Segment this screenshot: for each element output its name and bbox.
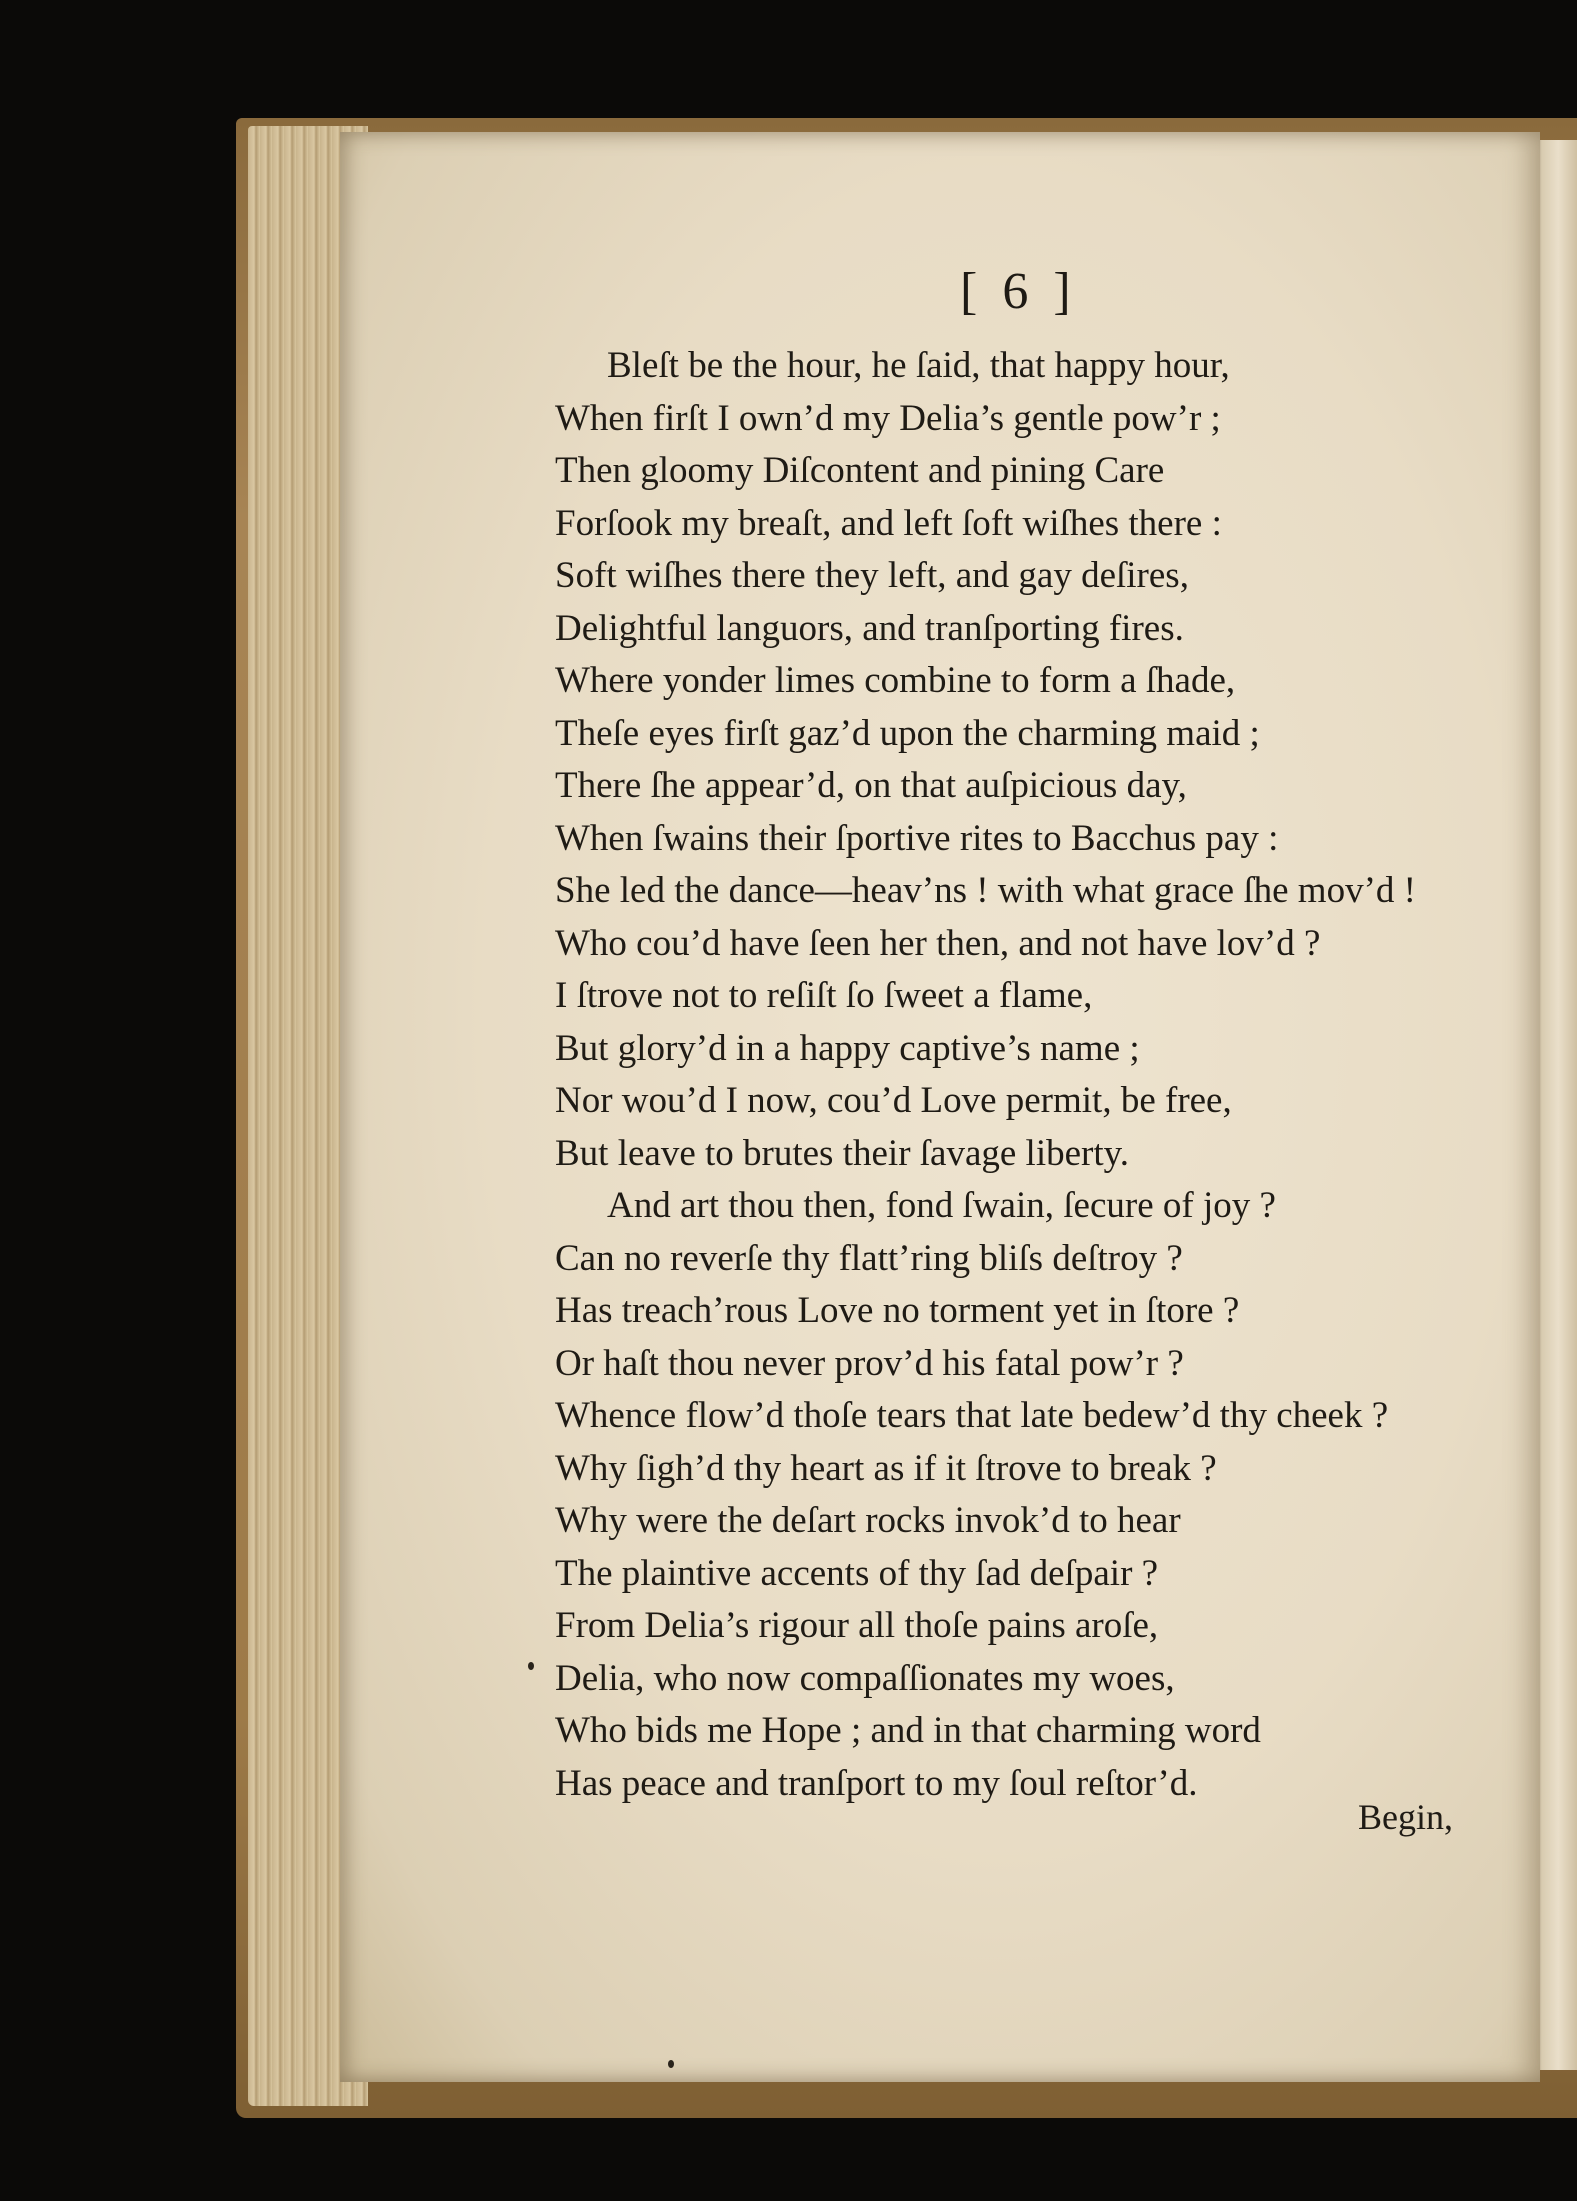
poem-line: I ſtrove not to reſiſt ſo ſweet a flame, — [555, 975, 1093, 1016]
poem-line: Who cou’d have ſeen her then, and not have lov’d ? — [555, 922, 1321, 964]
poem-line: Why were the deſart rocks invok’d to hear — [555, 1500, 1181, 1541]
poem-line: And art thou then, fond ſwain, ſecure of joy ? — [607, 1185, 1276, 1226]
poem-line: When firſt I own’d my Delia’s gentle pow’r ; — [555, 397, 1221, 439]
poem-line: Soft wiſhes there they left, and gay deſires, — [555, 555, 1189, 596]
poem-line: Then gloomy Diſcontent and pining Care — [555, 450, 1165, 491]
poem-line: The plaintive accents of thy ſad deſpair ? — [555, 1552, 1159, 1594]
poem-line: Theſe eyes firſt gaz’d upon the charming maid ; — [555, 712, 1260, 754]
poem-line: Can no reverſe thy flatt’ring bliſs deſtroy ? — [555, 1237, 1183, 1279]
poem-line: Why ſigh’d thy heart as if it ſtrove to break ? — [555, 1447, 1217, 1489]
poem-line: Delia, who now compaſſionates my woes, — [555, 1657, 1175, 1699]
catchword: Begin, — [1358, 1797, 1453, 1837]
poem-line: But glory’d in a happy captive’s name ; — [555, 1027, 1140, 1069]
poem-line: Forſook my breaſt, and left ſoft wiſhes there : — [555, 502, 1222, 544]
poem-line: Nor wou’d I now, cou’d Love permit, be free, — [555, 1080, 1232, 1121]
poem-line: Bleſt be the hour, he ſaid, that happy hour, — [607, 345, 1230, 386]
ink-dot-mark — [668, 2060, 674, 2068]
poem-line: From Delia’s rigour all thoſe pains aroſe, — [555, 1605, 1159, 1646]
poem-line: She led the dance—heav’ns ! with what grace ſhe mov’d ! — [555, 870, 1416, 911]
poem-line: Whence flow’d thoſe tears that late bedew’d thy cheek ? — [555, 1395, 1389, 1436]
ink-dot-mark — [528, 1662, 534, 1670]
poem-line: But leave to brutes their ſavage liberty. — [555, 1132, 1129, 1174]
poem-line: Who bids me Hope ; and in that charming word — [555, 1710, 1261, 1751]
poem-line: Or haſt thou never prov’d his fatal pow’r ? — [555, 1342, 1184, 1384]
poem-text-block — [555, 340, 1515, 1810]
poem-line: Has peace and tranſport to my ſoul reſtor’d. — [555, 1762, 1198, 1804]
poem-line: Has treach’rous Love no torment yet in ſtore ? — [555, 1290, 1240, 1331]
poem-line: Delightful languors, and tranſporting fires. — [555, 607, 1184, 649]
poem-line: Where yonder limes combine to form a ſhade, — [555, 660, 1236, 701]
poem-line: There ſhe appear’d, on that auſpicious day, — [555, 765, 1187, 806]
page-number-header: [ 6 ] — [960, 263, 1077, 320]
poem-line: When ſwains their ſportive rites to Bacchus pay : — [555, 817, 1279, 859]
